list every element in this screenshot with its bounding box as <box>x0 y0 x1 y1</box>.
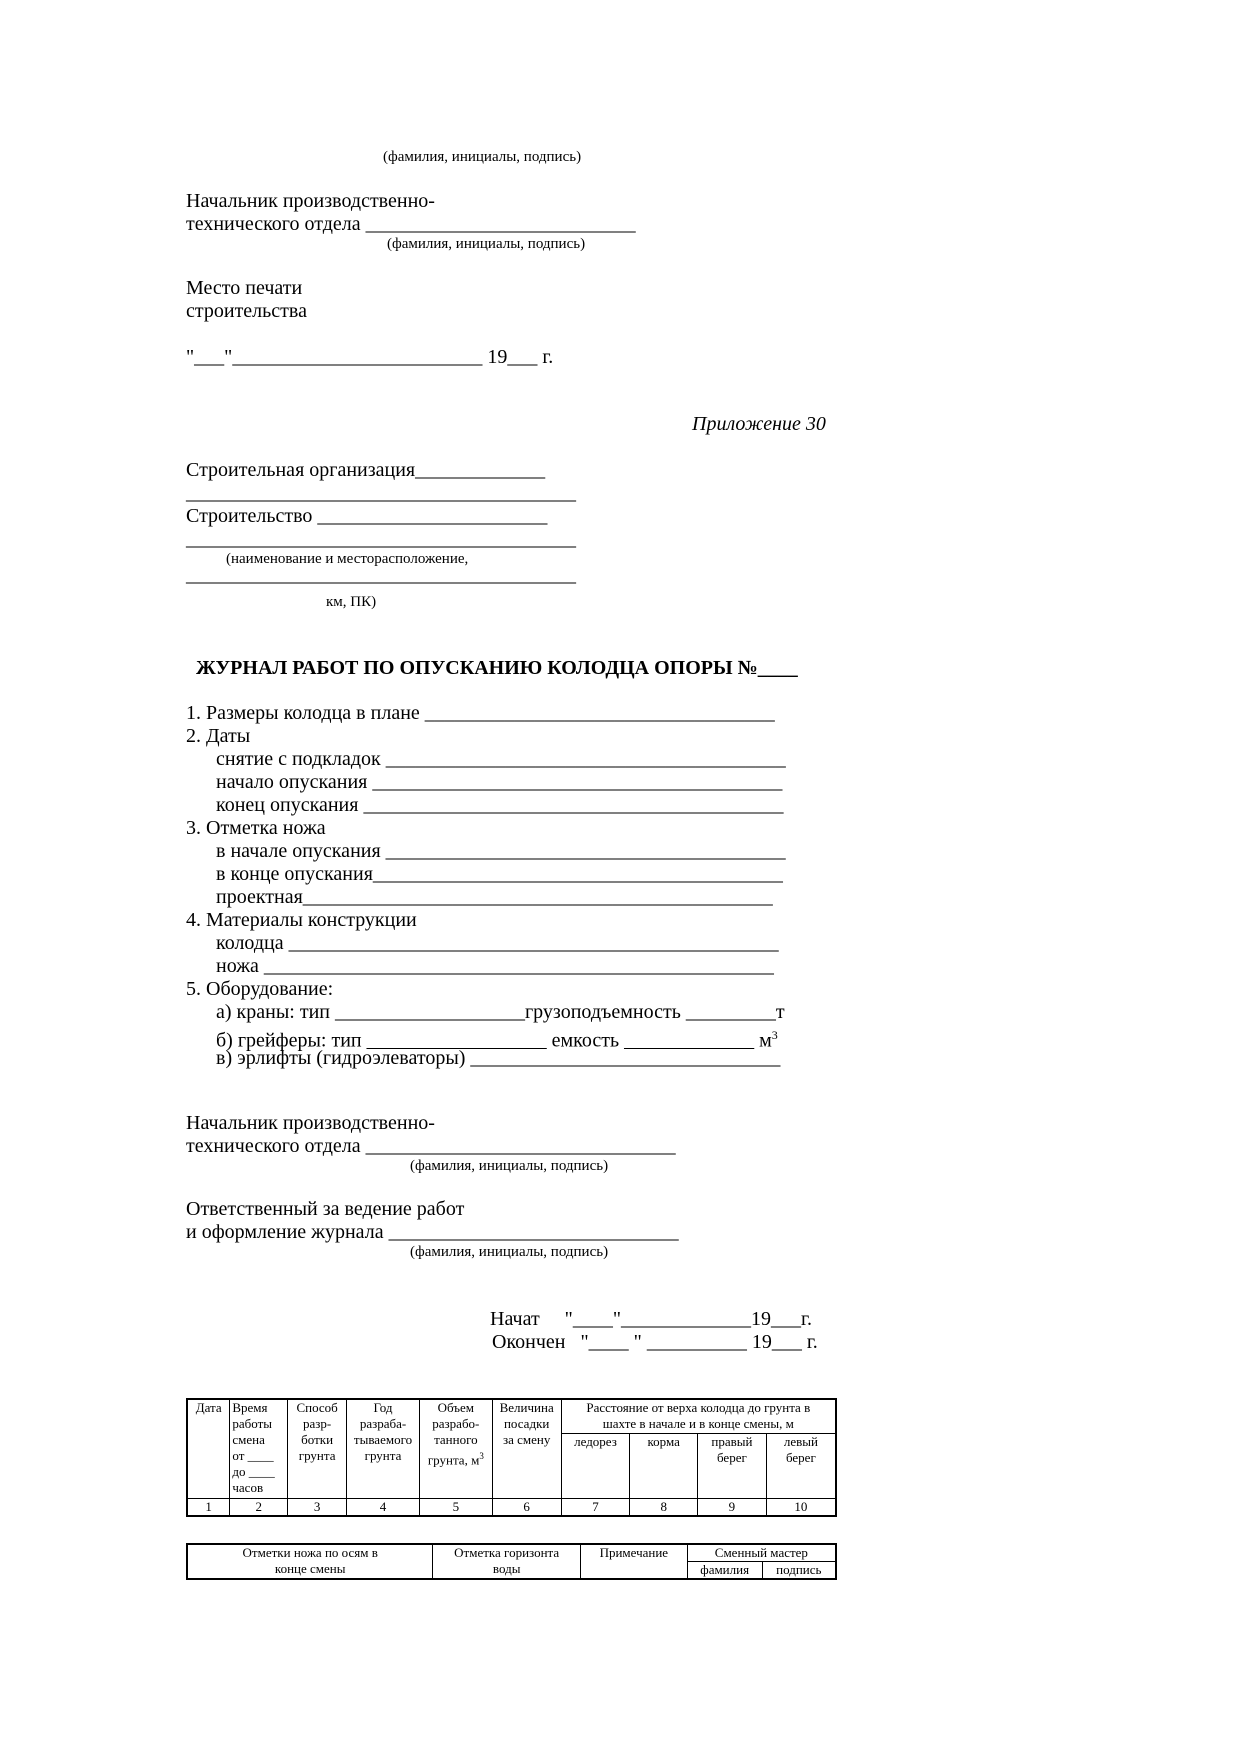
column-number: 2 <box>230 1499 288 1517</box>
header-stern: корма <box>630 1434 698 1499</box>
stamp-label-line2: строительства <box>186 300 307 322</box>
item-knife-design: проектная_______________________________________________ <box>216 886 773 908</box>
org-line: Строительная организация_____________ <box>186 459 546 481</box>
header-note: Примечание <box>580 1544 687 1579</box>
column-number: 8 <box>630 1499 698 1517</box>
blank-line: _______________________________________ <box>186 482 576 504</box>
column-number: 1 <box>187 1499 230 1517</box>
item-cranes: а) краны: тип ___________________грузоподъемность _________т <box>216 1001 785 1023</box>
journal-table-2 <box>186 1543 837 1580</box>
responsible-label-line2: и оформление журнала _____________________________ <box>186 1221 679 1243</box>
pto-label-line2: технического отдела _______________________________ <box>186 1135 676 1157</box>
column-number: 4 <box>347 1499 420 1517</box>
column-number: 9 <box>698 1499 767 1517</box>
appendix-label: Приложение 30 <box>692 413 826 435</box>
item-material-well: колодца _________________________________________________ <box>216 932 779 954</box>
header-surname: фамилия <box>687 1562 762 1580</box>
pto-label-line1: Начальник производственно- <box>186 1112 435 1134</box>
finished-date: Окончен "____ " __________ 19___ г. <box>492 1331 818 1353</box>
item-remove-supports: снятие с подкладок ________________________________________ <box>216 748 786 770</box>
km-caption: км, ПК) <box>326 594 377 610</box>
header-soil-year: Год разраба- тываемого грунта <box>347 1399 420 1499</box>
header-settlement: Величина посадки за смену <box>492 1399 561 1499</box>
header-shift-master: Сменный мастер <box>687 1544 836 1562</box>
signature-caption: (фамилия, инициалы, подпись) <box>410 1158 609 1174</box>
item-size: 1. Размеры колодца в плане ___________________________________ <box>186 702 775 724</box>
signature-caption: (фамилия, инициалы, подпись) <box>387 236 586 252</box>
signature-caption: (фамилия, инициалы, подпись) <box>383 149 582 165</box>
header-signature: подпись <box>762 1562 836 1580</box>
item-equipment: 5. Оборудование: <box>186 978 334 1000</box>
item-material-knife: ножа ___________________________________________________ <box>216 955 774 977</box>
pto-label-line2: технического отдела ___________________________ <box>186 213 636 235</box>
journal-title: ЖУРНАЛ РАБОТ ПО ОПУСКАНИЮ КОЛОДЦА ОПОРЫ №____ <box>196 657 798 679</box>
item-materials: 4. Материалы конструкции <box>186 909 417 931</box>
blank-line: _______________________________________ <box>186 528 576 550</box>
signature-caption: (фамилия, инициалы, подпись) <box>410 1244 609 1260</box>
header-right-bank: правый берег <box>698 1434 767 1499</box>
item-knife-start: в начале опускания ________________________________________ <box>216 840 786 862</box>
item-dates: 2. Даты <box>186 725 251 747</box>
header-volume: Объем разрабо- танного грунта, $м^3$ <box>419 1399 492 1499</box>
blank-line: _______________________________________ <box>186 564 576 586</box>
header-knife-marks: Отметки ножа по осям в конце смены <box>187 1544 433 1579</box>
column-number: 3 <box>288 1499 347 1517</box>
construction-line: Строительство _______________________ <box>186 505 548 527</box>
column-number: 10 <box>766 1499 836 1517</box>
header-distance-group: Расстояние от верха колодца до грунта в шахте в начале и в конце смены, м <box>561 1399 836 1434</box>
cubic-superscript: 3 <box>771 1028 778 1042</box>
header-cutwater: ледорез <box>561 1434 630 1499</box>
started-date: Начат "____"_____________19___г. <box>490 1308 812 1330</box>
column-number: 5 <box>419 1499 492 1517</box>
header-water-level: Отметка горизонта воды <box>433 1544 581 1579</box>
item-knife-mark: 3. Отметка ножа <box>186 817 326 839</box>
header-date: Дата <box>187 1399 230 1499</box>
item-end-lowering: конец опускания __________________________________________ <box>216 794 784 816</box>
name-caption: (наименование и месторасположение, <box>226 551 469 567</box>
pto-label-line1: Начальник производственно- <box>186 190 435 212</box>
stamp-label-line1: Место печати <box>186 277 303 299</box>
header-left-bank: левый берег <box>766 1434 836 1499</box>
item-airlifts: в) эрлифты (гидроэлеваторы) _______________________________ <box>216 1047 781 1069</box>
journal-table-1 <box>186 1398 837 1517</box>
item-grabs: б) грейферы: тип __________________ емкость _____________ $м^3$ <box>216 1028 778 1052</box>
header-work-time: Время работы смена от ____ до ____ часов <box>230 1399 288 1499</box>
header-method: Способ разр- ботки грунта <box>288 1399 347 1499</box>
column-number: 7 <box>561 1499 630 1517</box>
date-line: "___"_________________________ 19___ г. <box>186 346 554 368</box>
item-start-lowering: начало опускания _________________________________________ <box>216 771 783 793</box>
item-knife-end: в конце опускания_________________________________________ <box>216 863 783 885</box>
responsible-label-line1: Ответственный за ведение работ <box>186 1198 465 1220</box>
column-number: 6 <box>492 1499 561 1517</box>
